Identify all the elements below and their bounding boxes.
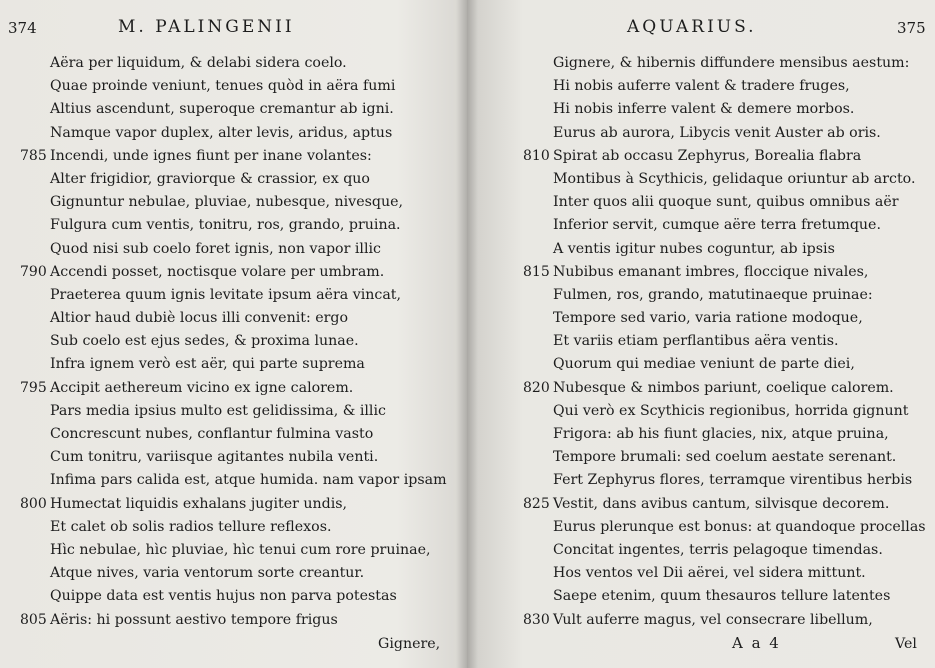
verse-text: Gignuntur nebulae, pluviae, nubesque, nivesque, <box>50 194 404 211</box>
verse-text: Fert Zephyrus flores, terramque virentibus herbis <box>553 472 913 489</box>
verse-text: Nubibus emanant imbres, floccique nivales, <box>553 263 869 280</box>
verse-text: Pars media ipsius multo est gelidissima, & illic <box>50 402 386 419</box>
verse-text: Tempore sed vario, varia ratione modoque, <box>553 310 863 327</box>
verse-text: Spirat ab occasu Zephyrus, Borealia flabra <box>553 147 862 164</box>
line-number: 785 <box>20 147 47 164</box>
verse-text: A ventis igitur nubes coguntur, ab ipsis <box>553 240 835 257</box>
verse-text: Hi nobis auferre valent & tradere fruges, <box>553 78 850 95</box>
verse-text: Cum tonitru, variisque agitantes nubila venti. <box>50 449 379 466</box>
verse-text: Accipit aethereum vicino ex igne calorem. <box>50 379 354 396</box>
left-page <box>0 0 467 668</box>
verse-text: Incendi, unde ignes fiunt per inane volantes: <box>50 147 372 164</box>
verse-text: Quod nisi sub coelo foret ignis, non vapor illic <box>50 240 381 257</box>
verse-text: Hi nobis inferre valent & demere morbos. <box>553 101 855 118</box>
verse-text: Concrescunt nubes, conflantur fulmina vasto <box>50 426 374 442</box>
verse-text: Gignere, & hibernis diffundere mensibus aestum: <box>553 55 910 71</box>
verse-text: Nubesque & nimbos pariunt, coelique calorem. <box>553 379 894 396</box>
verse-text: Sub coelo est ejus sedes, & proxima lunae. <box>50 333 359 350</box>
verse-text: Hìc nebulae, hìc pluviae, hìc tenui cum rore pruinae, <box>50 541 431 558</box>
verse-text: Namque vapor duplex, alter levis, aridus, aptus <box>50 124 393 141</box>
line-number: 820 <box>523 379 550 396</box>
verse-text: Aëra per liquidum, & delabi sidera coelo. <box>50 55 347 71</box>
verse-text: Inter quos alii quoque sunt, quibus omnibus aër <box>553 194 899 211</box>
verse-text: Saepe etenim, quum thesauros tellure latentes <box>553 588 891 605</box>
verse-text: Quorum qui mediae veniunt de parte diei, <box>553 356 855 373</box>
left-catchword: Gignere, <box>378 636 441 652</box>
verse-text: Quae proinde veniunt, tenues quòd in aëra fumi <box>50 78 396 95</box>
verse-text: Humectat liquidis exhalans jugiter undis, <box>50 495 348 512</box>
verse-text: Eurus ab aurora, Libycis venit Auster ab oris. <box>553 124 881 141</box>
verse-text: Vult auferre magus, vel consecrare libellum, <box>553 611 873 628</box>
right-running-head: AQUARIUS. <box>627 17 757 37</box>
verse-text: Quippe data est ventis hujus non parva potestas <box>50 588 397 605</box>
verse-text: Praeterea quum ignis levitate ipsum aëra vincat, <box>50 286 401 303</box>
verse-text: Infra ignem verò est aër, qui parte suprema <box>50 356 365 373</box>
verse-text: Altius ascendunt, superoque cremantur ab igni. <box>50 101 394 118</box>
verse-text: Tempore brumali: sed coelum aestate serenant. <box>553 449 897 466</box>
verse-text: Aëris: hi possunt aestivo tempore frigus <box>50 611 338 628</box>
book-gutter <box>456 0 478 668</box>
verse-text: Et calet ob solis radios tellure reflexos. <box>50 518 332 535</box>
line-number: 810 <box>523 147 550 164</box>
verse-text: Atque nives, varia ventorum sorte creantur. <box>50 565 365 582</box>
verse-text: Fulgura cum ventis, tonitru, ros, grando, pruina. <box>50 217 401 234</box>
line-number: 795 <box>20 379 47 396</box>
verse-text: Inferior servit, cumque aëre terra fretumque. <box>553 217 881 234</box>
right-catchword: Vel <box>895 636 917 652</box>
line-number: 790 <box>20 263 47 280</box>
verse-text: Concitat ingentes, terris pelagoque timendas. <box>553 541 883 558</box>
line-number: 815 <box>523 263 550 280</box>
verse-text: Vestit, dans avibus cantum, silvisque decorem. <box>553 495 890 512</box>
verse-text: Infima pars calida est, atque humida. nam vapor ipsam <box>50 472 447 489</box>
verse-text: Et variis etiam perflantibus aëra ventis. <box>553 333 839 350</box>
line-number: 825 <box>523 495 550 512</box>
verse-text: Altior haud dubiè locus illi convenit: ergo <box>50 310 349 327</box>
verse-text: Accendi posset, noctisque volare per umbram. <box>50 263 385 280</box>
verse-text: Eurus plerunque est bonus: at quandoque procellas <box>553 518 926 535</box>
verse-text: Fulmen, ros, grando, matutinaeque pruinae: <box>553 286 873 303</box>
right-page <box>467 0 935 668</box>
line-number: 800 <box>20 495 47 512</box>
left-page-number: 374 <box>8 19 37 37</box>
line-number: 805 <box>20 611 47 628</box>
verse-text: Alter frigidior, graviorque & crassior, ex quo <box>50 170 370 187</box>
line-number: 830 <box>523 611 550 628</box>
left-running-head: M. PALINGENII <box>118 17 295 37</box>
verse-text: Montibus à Scythicis, gelidaque oriuntur ab arcto. <box>553 170 916 187</box>
verse-text: Hos ventos vel Dii aërei, vel sidera mittunt. <box>553 565 866 582</box>
verse-text: Frigora: ab his fiunt glacies, nix, atque pruina, <box>553 426 889 442</box>
verse-text: Qui verò ex Scythicis regionibus, horrida gignunt <box>553 402 909 419</box>
signature-mark: A a 4 <box>732 634 781 652</box>
right-page-number: 375 <box>897 19 926 37</box>
